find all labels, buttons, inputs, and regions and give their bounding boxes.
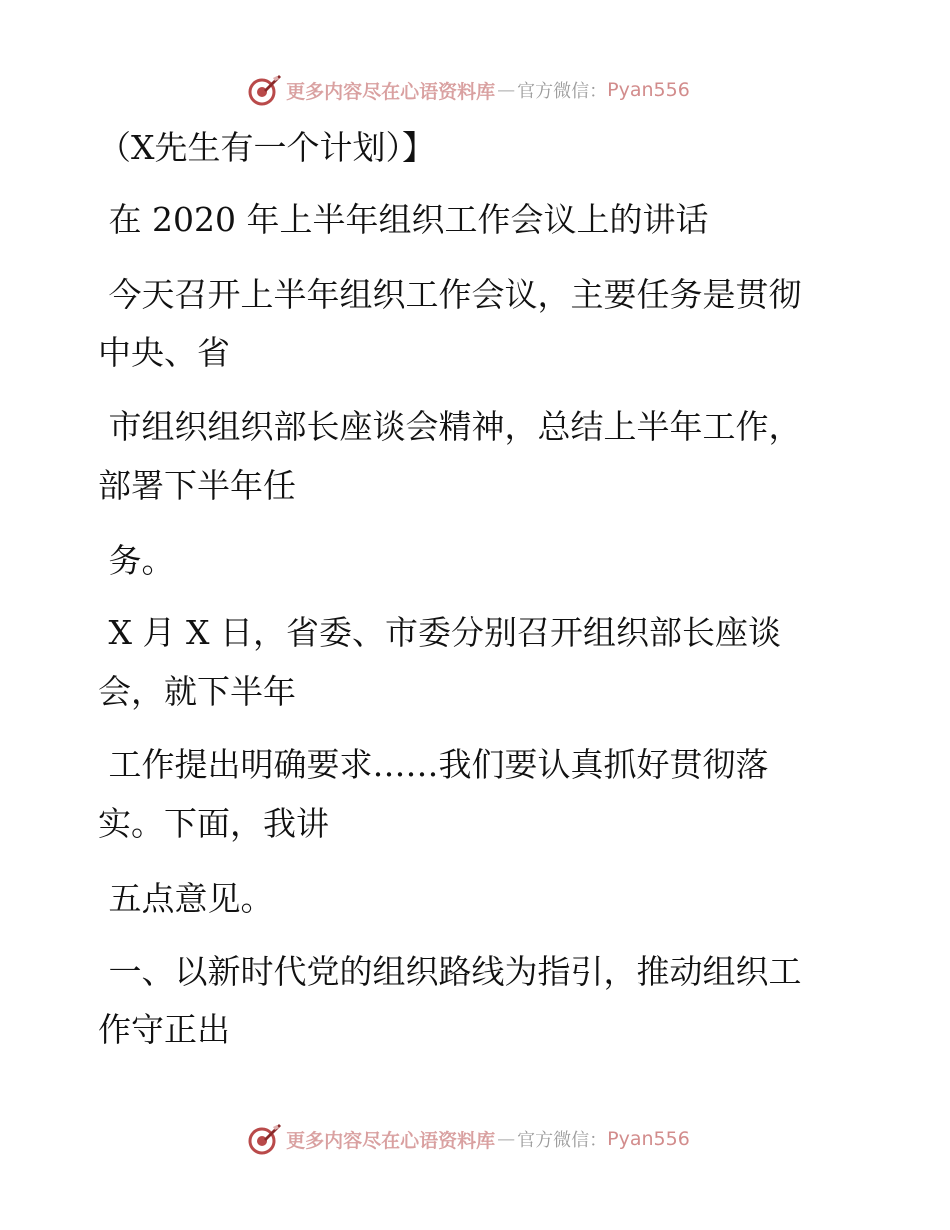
doc-line: 会，就下半年 bbox=[98, 672, 296, 711]
pen-logo-icon bbox=[246, 72, 282, 108]
doc-line: 中央、省 bbox=[98, 333, 230, 372]
doc-line-title: 在 2020 年上半年组织工作会议上的讲话 bbox=[98, 200, 709, 239]
doc-line: 部署下半年任 bbox=[98, 466, 296, 505]
pen-logo-icon bbox=[246, 1121, 282, 1157]
watermark-title: 更多内容尽在心语资料库 bbox=[286, 80, 496, 103]
doc-line: 市组织组织部长座谈会精神，总结上半年工作， bbox=[98, 407, 802, 446]
doc-line-section-one: 一、以新时代党的组织路线为指引，推动组织工 bbox=[98, 952, 802, 991]
doc-line: X 月 X 日，省委、市委分别召开组织部长座谈 bbox=[98, 613, 781, 652]
header-watermark bbox=[0, 70, 950, 110]
doc-line: 实。下面，我讲 bbox=[98, 804, 329, 843]
watermark-dash: — bbox=[497, 79, 516, 101]
watermark-wechat-id: Pyan556 bbox=[607, 1128, 690, 1150]
watermark-wechat-id: Pyan556 bbox=[607, 79, 690, 101]
doc-line: 五点意见。 bbox=[98, 879, 274, 918]
watermark-dash: — bbox=[497, 1128, 516, 1150]
watermark-subtitle: 官方微信： bbox=[517, 1130, 608, 1151]
doc-line: 今天召开上半年组织工作会议，主要任务是贯彻 bbox=[98, 275, 802, 314]
doc-line: 作守正出 bbox=[98, 1010, 230, 1049]
watermark-subtitle: 官方微信： bbox=[517, 81, 608, 102]
watermark-title: 更多内容尽在心语资料库 bbox=[286, 1129, 496, 1152]
doc-line-plan: （X先生有一个计划）】 bbox=[98, 128, 435, 167]
doc-line: 工作提出明确要求……我们要认真抓好贯彻落 bbox=[98, 745, 769, 784]
footer-watermark bbox=[0, 1119, 950, 1159]
doc-line: 务。 bbox=[98, 541, 175, 580]
